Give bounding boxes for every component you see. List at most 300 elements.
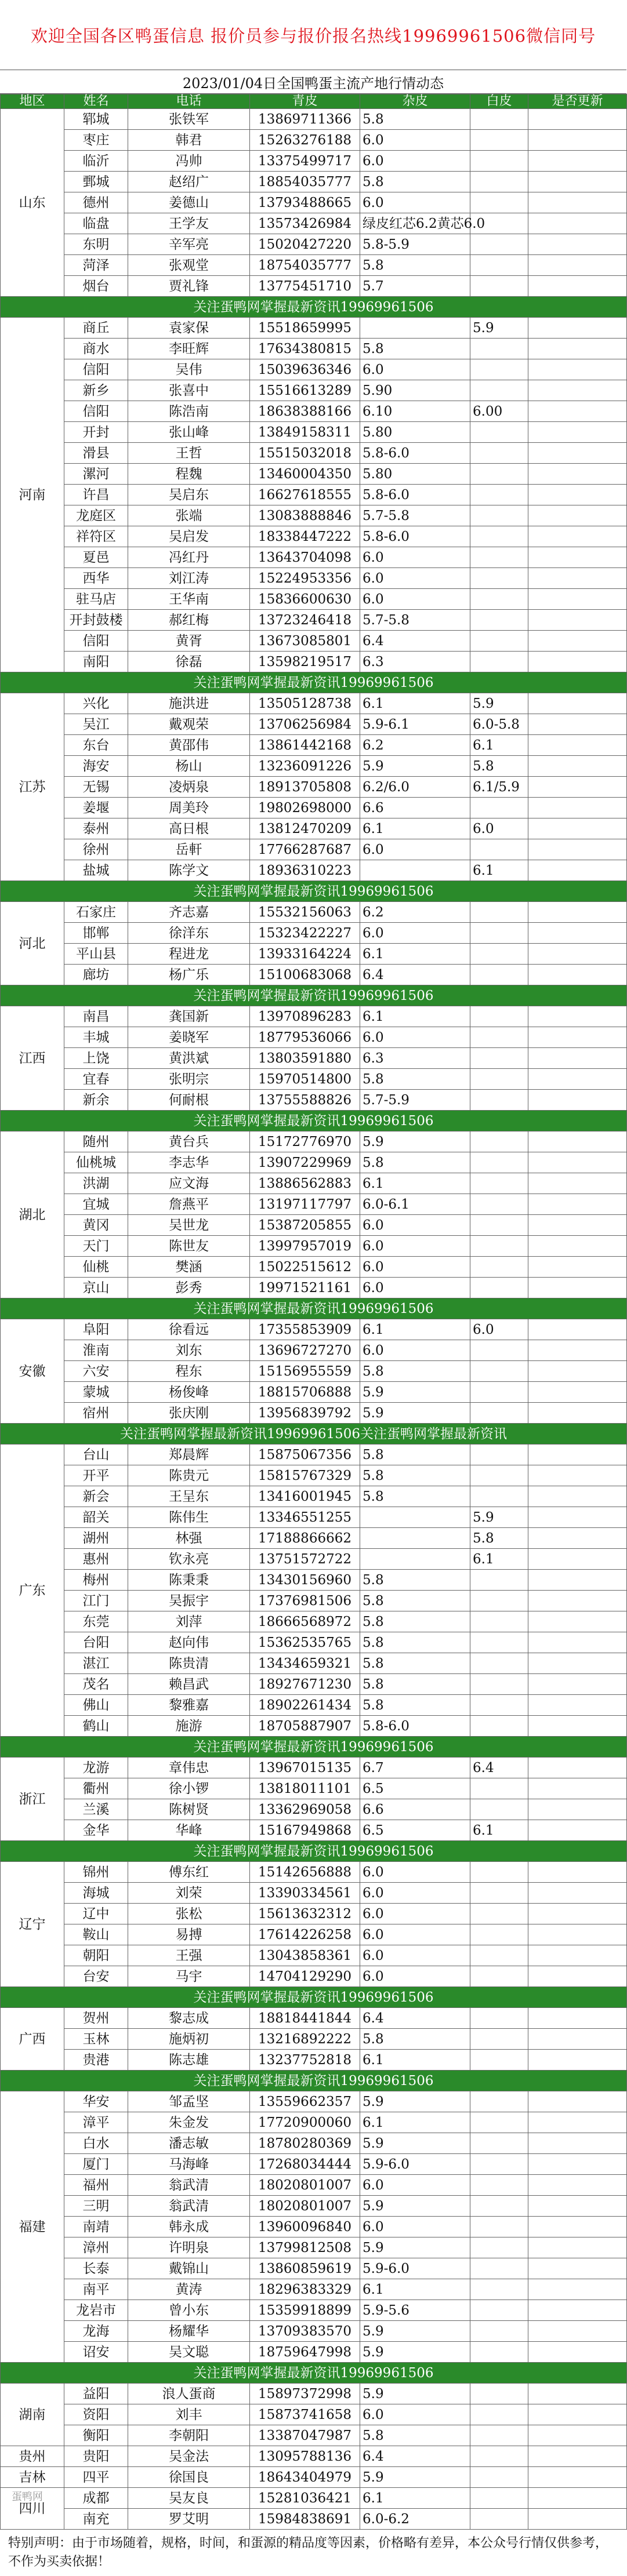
name-cell: 徐国良 — [128, 2467, 250, 2488]
baipi-cell — [528, 505, 627, 526]
area-cell: 益阳 — [64, 2384, 128, 2404]
phone-cell: 13416001945 — [250, 1486, 360, 1507]
col-header-baipi: 白皮 — [470, 94, 528, 109]
table-row — [1, 151, 627, 172]
qingpi-cell: 6.1 — [360, 818, 470, 839]
table-row — [1, 1862, 627, 1883]
zapi-cell — [470, 652, 528, 672]
table-row — [1, 1674, 627, 1695]
qingpi-cell: 5.9 — [360, 756, 470, 777]
name-cell: 赵绍广 — [128, 172, 250, 192]
qingpi-cell: 6.0 — [360, 2175, 470, 2196]
area-cell: 四平 — [64, 2467, 128, 2488]
baipi-cell — [528, 2467, 627, 2488]
baipi-cell — [528, 798, 627, 818]
name-cell: 韩君 — [128, 130, 250, 151]
name-cell: 贾礼锋 — [128, 276, 250, 297]
baipi-cell — [528, 276, 627, 297]
phone-cell: 13346551255 — [250, 1507, 360, 1528]
name-cell: 韩永成 — [128, 2217, 250, 2237]
baipi-cell — [528, 1799, 627, 1820]
name-cell: 王哲 — [128, 443, 250, 464]
zapi-cell — [470, 1257, 528, 1278]
baipi-cell — [528, 422, 627, 443]
name-cell: 陈志雄 — [128, 2050, 250, 2071]
region-cell: 山东 — [1, 109, 64, 297]
table-row — [1, 1632, 627, 1653]
zapi-cell — [470, 2133, 528, 2154]
zapi-cell — [470, 1674, 528, 1695]
zapi-cell: 6.0 — [470, 1319, 528, 1340]
section-banner: 关注蛋鸭网掌握最新资讯19969961506 — [1, 881, 627, 902]
table-row — [1, 2384, 627, 2404]
table-row — [1, 485, 627, 505]
baipi-cell — [528, 1278, 627, 1298]
name-cell: 罗艾明 — [128, 2509, 250, 2530]
zapi-cell — [470, 1194, 528, 1215]
area-cell: 东莞 — [64, 1611, 128, 1632]
name-cell: 岳軒 — [128, 839, 250, 860]
phone-cell: 15020427220 — [250, 234, 360, 255]
baipi-cell — [528, 1883, 627, 1904]
zapi-cell — [470, 1945, 528, 1966]
baipi-cell — [528, 2300, 627, 2321]
baipi-cell — [528, 2112, 627, 2133]
name-cell: 马宇 — [128, 1966, 250, 1987]
area-cell: 龙海 — [64, 2321, 128, 2342]
qingpi-cell: 5.8-6.0 — [360, 1716, 470, 1737]
table-row — [1, 1486, 627, 1507]
baipi-cell — [528, 1069, 627, 1090]
baipi-cell — [528, 1215, 627, 1236]
zapi-cell — [470, 1778, 528, 1799]
baipi-cell — [528, 1611, 627, 1632]
section-banner-row — [1, 672, 627, 693]
section-banner-row — [1, 1841, 627, 1862]
table-row — [1, 1319, 627, 1340]
qingpi-cell: 6.0 — [360, 1883, 470, 1904]
zapi-cell: 6.1 — [470, 1820, 528, 1841]
section-banner: 关注蛋鸭网掌握最新资讯19969961506关注蛋鸭网掌握最新资讯 — [1, 1424, 627, 1445]
baipi-cell — [528, 2279, 627, 2300]
section-banner: 关注蛋鸭网掌握最新资讯19969961506 — [1, 985, 627, 1006]
area-cell: 白水 — [64, 2133, 128, 2154]
area-cell: 贺州 — [64, 2008, 128, 2029]
table-row — [1, 2112, 627, 2133]
baipi-cell — [528, 610, 627, 631]
qingpi-cell: 5.8 — [360, 1570, 470, 1591]
qingpi-cell: 6.6 — [360, 798, 470, 818]
qingpi-cell: 6.4 — [360, 2446, 470, 2467]
area-cell: 台山 — [64, 1445, 128, 1465]
section-banner-row — [1, 1111, 627, 1131]
qingpi-cell: 6.0 — [360, 1945, 470, 1966]
baipi-cell — [528, 923, 627, 944]
phone-cell: 15532156063 — [250, 902, 360, 923]
table-row — [1, 2279, 627, 2300]
table-row — [1, 1090, 627, 1111]
name-cell: 周美玲 — [128, 798, 250, 818]
qingpi-cell: 5.9 — [360, 2133, 470, 2154]
qingpi-cell: 6.0 — [360, 2217, 470, 2237]
table-row — [1, 1027, 627, 1048]
phone-cell: 13362969058 — [250, 1799, 360, 1820]
section-banner-row — [1, 985, 627, 1006]
table-row — [1, 693, 627, 714]
zapi-cell — [470, 1403, 528, 1424]
baipi-cell — [528, 401, 627, 422]
table-row — [1, 2237, 627, 2258]
qingpi-cell: 5.90 — [360, 380, 470, 401]
table-row — [1, 1445, 627, 1465]
table-row — [1, 1382, 627, 1403]
area-cell: 蒙城 — [64, 1382, 128, 1403]
qingpi-cell: 5.8 — [360, 1486, 470, 1507]
table-row — [1, 2425, 627, 2446]
area-cell: 龙游 — [64, 1758, 128, 1778]
zapi-cell — [470, 2321, 528, 2342]
name-cell: 翁武清 — [128, 2196, 250, 2217]
phone-cell: 13812470209 — [250, 818, 360, 839]
qingpi-cell: 6.1 — [360, 944, 470, 965]
qingpi-cell: 5.8 — [360, 1361, 470, 1382]
name-cell: 黄洪斌 — [128, 1048, 250, 1069]
name-cell: 曾小东 — [128, 2300, 250, 2321]
baipi-cell — [528, 547, 627, 568]
watermark: 蛋鸭网 — [12, 2491, 43, 2503]
table-row — [1, 380, 627, 401]
phone-cell: 18638388166 — [250, 401, 360, 422]
table-row — [1, 2217, 627, 2237]
phone-cell: 15022515612 — [250, 1257, 360, 1278]
baipi-cell — [528, 2029, 627, 2050]
baipi-cell — [528, 1152, 627, 1173]
zapi-cell — [470, 1278, 528, 1298]
zapi-cell — [470, 2384, 528, 2404]
area-cell: 诏安 — [64, 2342, 128, 2363]
phone-cell: 13775451710 — [250, 276, 360, 297]
region-cell: 浙江 — [1, 1758, 64, 1841]
table-row — [1, 1215, 627, 1236]
baipi-cell — [528, 526, 627, 547]
area-cell: 商丘 — [64, 318, 128, 339]
zapi-cell — [470, 2029, 528, 2050]
zapi-cell — [470, 2154, 528, 2175]
phone-cell: 18296383329 — [250, 2279, 360, 2300]
qingpi-cell: 6.0 — [360, 547, 470, 568]
section-banner-row — [1, 1987, 627, 2008]
qingpi-cell: 6.0 — [360, 130, 470, 151]
table-row — [1, 1152, 627, 1173]
name-cell: 华峰 — [128, 1820, 250, 1841]
baipi-cell — [528, 839, 627, 860]
table-row — [1, 1778, 627, 1799]
qingpi-cell: 6.0 — [360, 1027, 470, 1048]
qingpi-cell: 6.0 — [360, 1924, 470, 1945]
zapi-cell — [470, 1924, 528, 1945]
qingpi-cell: 6.0 — [360, 359, 470, 380]
phone-cell: 13598219517 — [250, 652, 360, 672]
baipi-cell — [528, 860, 627, 881]
phone-cell: 13793488665 — [250, 192, 360, 213]
phone-cell: 13860859619 — [250, 2258, 360, 2279]
name-cell: 戴观荣 — [128, 714, 250, 735]
table-row — [1, 422, 627, 443]
baipi-cell — [528, 172, 627, 192]
table-row — [1, 965, 627, 985]
zapi-cell — [470, 359, 528, 380]
area-cell: 天门 — [64, 1236, 128, 1257]
section-banner-row — [1, 1298, 627, 1319]
name-cell: 赵向伟 — [128, 1632, 250, 1653]
zapi-cell — [470, 1027, 528, 1048]
baipi-cell — [528, 1236, 627, 1257]
baipi-cell — [528, 2404, 627, 2425]
region-cell: 河北 — [1, 902, 64, 985]
table-row — [1, 2258, 627, 2279]
zapi-cell — [470, 1048, 528, 1069]
qingpi-cell: 5.9 — [360, 1403, 470, 1424]
area-cell: 贵港 — [64, 2050, 128, 2071]
area-cell: 郓城 — [64, 109, 128, 130]
qingpi-cell: 6.0 — [360, 1215, 470, 1236]
qingpi-cell: 6.0 — [360, 839, 470, 860]
qingpi-cell: 5.9-6.1 — [360, 714, 470, 735]
region-cell: 四川 — [1, 2488, 64, 2530]
name-cell: 程进龙 — [128, 944, 250, 965]
area-cell: 新余 — [64, 1090, 128, 1111]
qingpi-cell: 6.0 — [360, 568, 470, 589]
area-cell: 驻马店 — [64, 589, 128, 610]
zapi-cell: 6.1/5.9 — [470, 777, 528, 798]
phone-cell: 15836600630 — [250, 589, 360, 610]
table-row — [1, 464, 627, 485]
name-cell: 易搏 — [128, 1924, 250, 1945]
table-row — [1, 1653, 627, 1674]
qingpi-cell: 6.1 — [360, 2050, 470, 2071]
table-row — [1, 714, 627, 735]
phone-cell: 17614226258 — [250, 1924, 360, 1945]
area-cell: 辽中 — [64, 1904, 128, 1924]
area-cell: 惠州 — [64, 1549, 128, 1570]
phone-cell: 13907229969 — [250, 1152, 360, 1173]
qingpi-cell: 5.8-6.0 — [360, 526, 470, 547]
zapi-cell — [470, 422, 528, 443]
area-cell: 金华 — [64, 1820, 128, 1841]
phone-cell: 19802698000 — [250, 798, 360, 818]
zapi-cell — [470, 1340, 528, 1361]
area-cell: 临沂 — [64, 151, 128, 172]
phone-cell: 15970514800 — [250, 1069, 360, 1090]
section-banner-row — [1, 881, 627, 902]
qingpi-cell: 5.8 — [360, 1653, 470, 1674]
phone-cell: 13696727270 — [250, 1340, 360, 1361]
zapi-cell — [470, 1215, 528, 1236]
name-cell: 王呈东 — [128, 1486, 250, 1507]
phone-cell: 15875067356 — [250, 1445, 360, 1465]
baipi-cell — [528, 2008, 627, 2029]
table-row — [1, 902, 627, 923]
baipi-cell — [528, 2091, 627, 2112]
qingpi-cell: 5.80 — [360, 422, 470, 443]
name-cell: 姜晓军 — [128, 1027, 250, 1048]
table-row — [1, 1591, 627, 1611]
name-cell: 吴启东 — [128, 485, 250, 505]
region-cell: 辽宁 — [1, 1862, 64, 1987]
section-banner: 关注蛋鸭网掌握最新资讯19969961506 — [1, 1841, 627, 1862]
area-cell: 宿州 — [64, 1403, 128, 1424]
phone-cell: 13755588826 — [250, 1090, 360, 1111]
area-cell: 廊坊 — [64, 965, 128, 985]
baipi-cell — [528, 213, 627, 234]
zapi-cell — [470, 631, 528, 652]
area-cell: 徐州 — [64, 839, 128, 860]
name-cell: 钦永亮 — [128, 1549, 250, 1570]
phone-cell: 15224953356 — [250, 568, 360, 589]
area-cell: 南靖 — [64, 2217, 128, 2237]
zapi-cell — [470, 2217, 528, 2237]
region-cell: 吉林 — [1, 2467, 64, 2488]
qingpi-cell: 5.8 — [360, 109, 470, 130]
baipi-cell — [528, 1570, 627, 1591]
qingpi-cell: 5.9 — [360, 2384, 470, 2404]
section-banner-row — [1, 2363, 627, 2384]
area-cell: 许昌 — [64, 485, 128, 505]
baipi-cell — [528, 2154, 627, 2175]
qingpi-cell: 6.1 — [360, 2112, 470, 2133]
area-cell: 鹤山 — [64, 1716, 128, 1737]
qingpi-cell: 5.7-5.8 — [360, 610, 470, 631]
zapi-cell — [470, 151, 528, 172]
phone-cell: 18020801007 — [250, 2175, 360, 2196]
table-row — [1, 2488, 627, 2509]
area-cell: 商水 — [64, 339, 128, 359]
table-row — [1, 2446, 627, 2467]
region-cell: 江西 — [1, 1006, 64, 1111]
phone-cell: 13043858361 — [250, 1945, 360, 1966]
qingpi-cell — [360, 318, 470, 339]
zapi-cell — [470, 1570, 528, 1591]
table-row — [1, 1945, 627, 1966]
qingpi-cell: 5.8-5.9 — [360, 234, 470, 255]
name-cell: 陈伟生 — [128, 1507, 250, 1528]
zapi-cell — [470, 2300, 528, 2321]
phone-cell: 15100683068 — [250, 965, 360, 985]
phone-cell: 17720900060 — [250, 2112, 360, 2133]
name-cell: 翁武清 — [128, 2175, 250, 2196]
qingpi-cell: 6.0 — [360, 2404, 470, 2425]
name-cell: 张观堂 — [128, 255, 250, 276]
baipi-cell — [528, 2133, 627, 2154]
area-cell: 泰州 — [64, 818, 128, 839]
qingpi-cell: 5.7 — [360, 276, 470, 297]
table-row — [1, 526, 627, 547]
baipi-cell — [528, 192, 627, 213]
area-cell: 夏邑 — [64, 547, 128, 568]
baipi-cell — [528, 255, 627, 276]
zapi-cell: 5.9 — [470, 318, 528, 339]
baipi-cell — [528, 1194, 627, 1215]
qingpi-cell: 5.9 — [360, 2091, 470, 2112]
qingpi-cell: 6.1 — [360, 693, 470, 714]
zapi-cell — [470, 1904, 528, 1924]
area-cell: 佛山 — [64, 1695, 128, 1716]
qingpi-cell: 6.1 — [360, 1319, 470, 1340]
table-row — [1, 443, 627, 464]
phone-cell: 13390334561 — [250, 1883, 360, 1904]
area-cell: 随州 — [64, 1131, 128, 1152]
area-cell: 梅州 — [64, 1570, 128, 1591]
table-row — [1, 1257, 627, 1278]
table-row — [1, 1799, 627, 1820]
name-cell: 陈贵元 — [128, 1465, 250, 1486]
baipi-cell — [528, 1820, 627, 1841]
baipi-cell — [528, 380, 627, 401]
phone-cell: 17188866662 — [250, 1528, 360, 1549]
table-row — [1, 1194, 627, 1215]
name-cell: 李志华 — [128, 1152, 250, 1173]
phone-cell: 15281036421 — [250, 2488, 360, 2509]
table-row — [1, 255, 627, 276]
qingpi-cell: 5.8 — [360, 1465, 470, 1486]
name-cell: 杨耀华 — [128, 2321, 250, 2342]
zapi-cell — [470, 1695, 528, 1716]
phone-cell: 17376981506 — [250, 1591, 360, 1611]
name-cell: 吴友良 — [128, 2488, 250, 2509]
name-cell: 陈学文 — [128, 860, 250, 881]
zapi-cell — [470, 2091, 528, 2112]
name-cell: 马海峰 — [128, 2154, 250, 2175]
zapi-cell — [470, 276, 528, 297]
name-cell: 李朝阳 — [128, 2425, 250, 2446]
table-row — [1, 2342, 627, 2363]
baipi-cell — [528, 1340, 627, 1361]
phone-cell: 15873741658 — [250, 2404, 360, 2425]
area-cell: 兰溪 — [64, 1799, 128, 1820]
zapi-cell — [470, 1090, 528, 1111]
phone-cell: 13997957019 — [250, 1236, 360, 1257]
area-cell: 台安 — [64, 1966, 128, 1987]
name-cell: 黄涛 — [128, 2279, 250, 2300]
name-cell: 林强 — [128, 1528, 250, 1549]
zapi-cell — [470, 1883, 528, 1904]
area-cell: 姜堰 — [64, 798, 128, 818]
qingpi-cell: 5.9 — [360, 2342, 470, 2363]
area-cell: 漳州 — [64, 2237, 128, 2258]
area-cell: 南平 — [64, 2279, 128, 2300]
baipi-cell — [528, 714, 627, 735]
qingpi-cell: 5.9 — [360, 2321, 470, 2342]
baipi-cell — [528, 1361, 627, 1382]
qingpi-cell: 6.5 — [360, 1820, 470, 1841]
phone-cell: 18936310223 — [250, 860, 360, 881]
qingpi-cell: 5.9 — [360, 2467, 470, 2488]
col-header-updated: 是否更新 — [528, 94, 627, 109]
baipi-cell — [528, 1591, 627, 1611]
baipi-cell — [528, 151, 627, 172]
phone-cell: 18902261434 — [250, 1695, 360, 1716]
region-cell: 江苏 — [1, 693, 64, 881]
qingpi-cell: 5.9-5.6 — [360, 2300, 470, 2321]
baipi-cell — [528, 1778, 627, 1799]
baipi-cell — [528, 1904, 627, 1924]
name-cell: 程东 — [128, 1361, 250, 1382]
phone-cell: 13375499717 — [250, 151, 360, 172]
qingpi-cell: 6.4 — [360, 965, 470, 985]
name-cell: 袁家保 — [128, 318, 250, 339]
area-cell: 朝阳 — [64, 1945, 128, 1966]
baipi-cell — [528, 652, 627, 672]
